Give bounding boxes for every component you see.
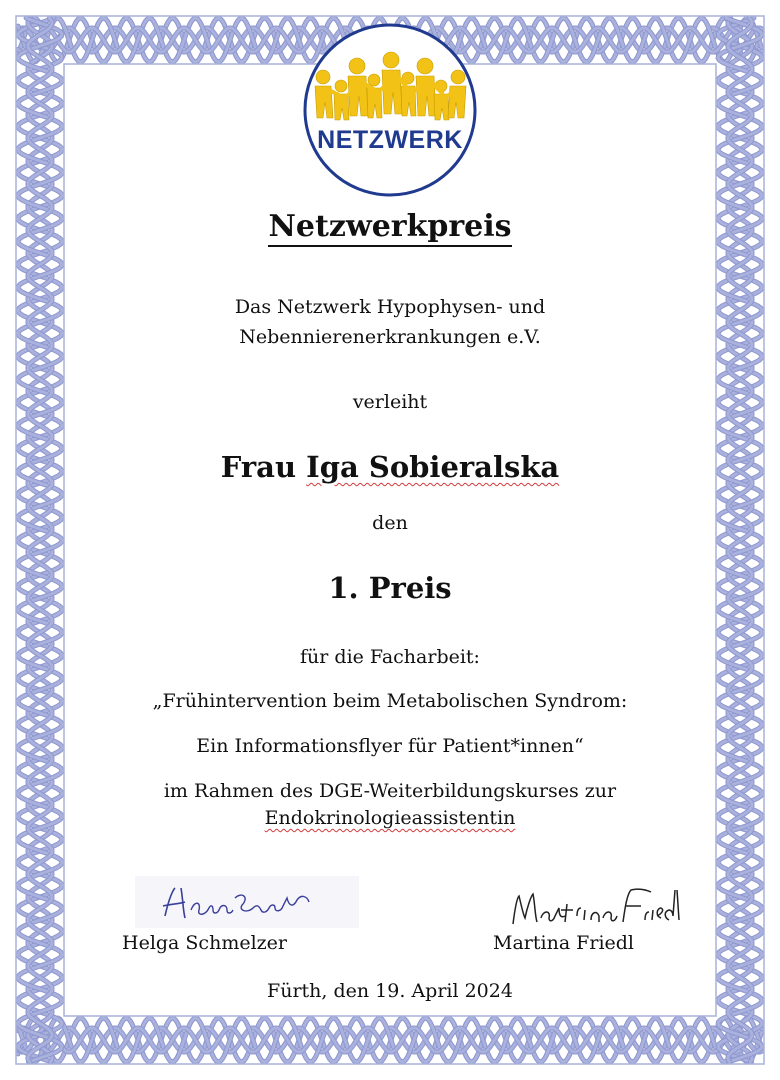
thesis-title-line-2: Ein Informationsflyer für Patient*innen“ [196, 735, 584, 757]
thesis-title-line-1: „Frühintervention beim Metabolischen Syndrom: [152, 690, 628, 712]
thesis-label: für die Facharbeit: [300, 646, 480, 668]
article-text: den [372, 512, 408, 534]
organization-line-2: Nebennierenerkrankungen e.V. [239, 326, 541, 348]
organization-line-1: Das Netzwerk Hypophysen- und [234, 296, 546, 318]
award-verb: verleiht [352, 391, 428, 413]
course-line-2: Endokrinologieassistentin [264, 807, 516, 829]
signatory-name-1: Helga Schmelzer [122, 932, 287, 954]
certificate-title: Netzwerkpreis [0, 209, 780, 244]
netzwerk-logo [301, 22, 479, 198]
signature-martina-friedl [505, 880, 683, 932]
recipient-name: Frau Iga Sobieralska [220, 450, 560, 484]
signature-helga-schmelzer [135, 876, 359, 928]
logo-wordmark: NETZWERK [317, 126, 463, 154]
signatory-name-2: Martina Friedl [493, 932, 635, 954]
place-and-date: Fürth, den 19. April 2024 [267, 980, 513, 1002]
prize-title: 1. Preis [328, 571, 452, 605]
course-line-1: im Rahmen des DGE-Weiterbildungskurses zur [163, 780, 617, 802]
